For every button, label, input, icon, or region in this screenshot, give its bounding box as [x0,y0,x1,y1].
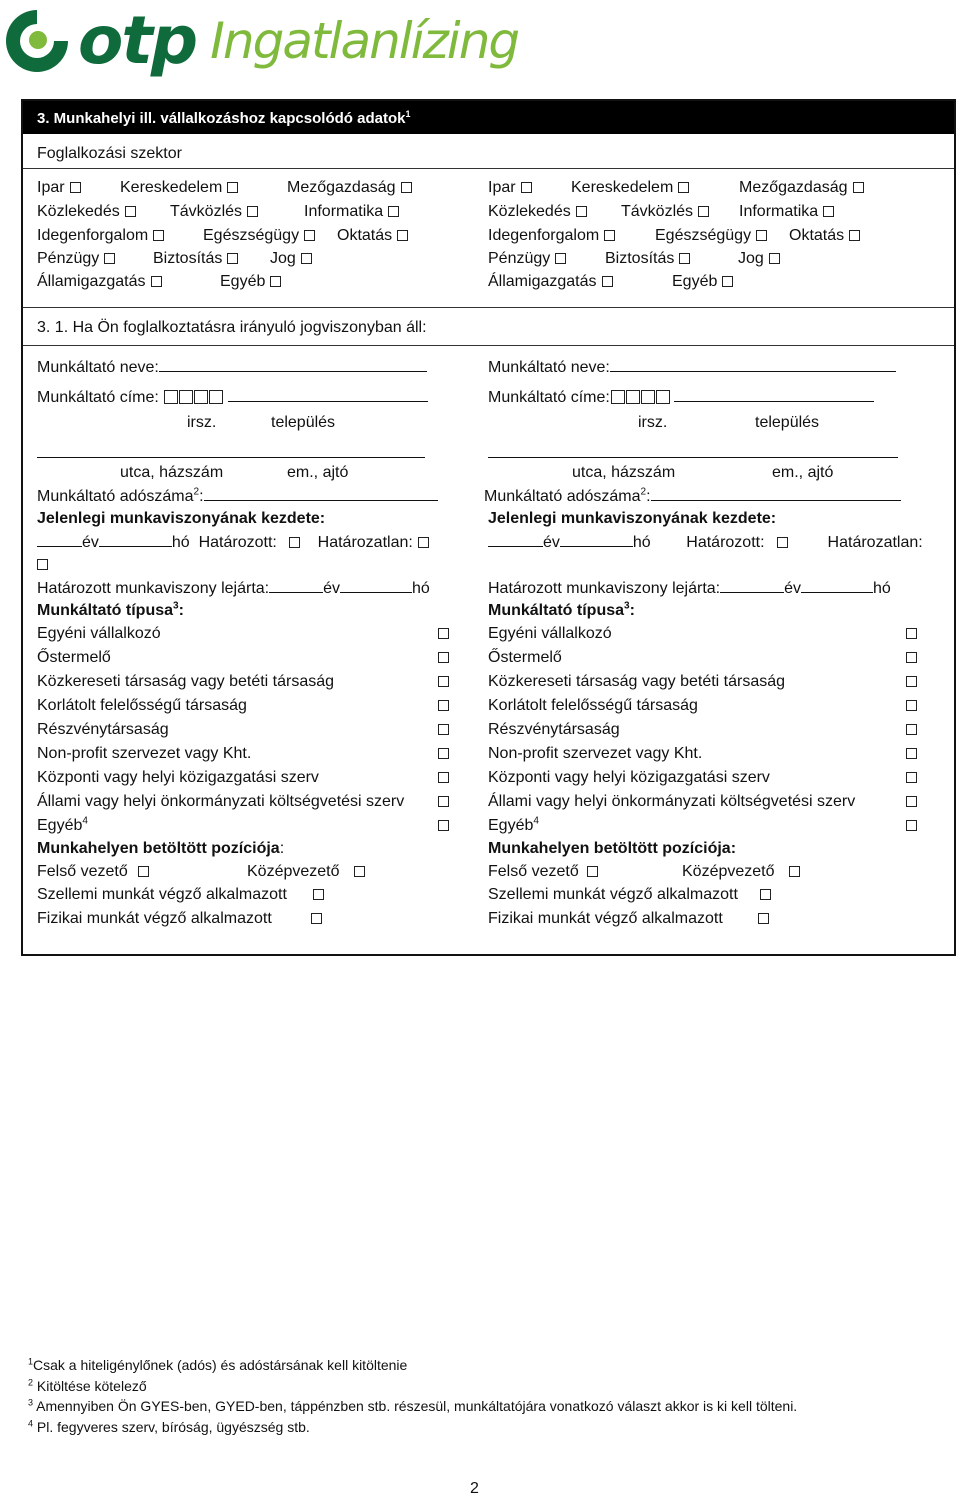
sector-allamigazgatas-right[interactable]: Államigazgatás [488,272,613,292]
sector-informatika-right[interactable]: Informatika [739,202,834,222]
type-row: Közkereseti társaság vagy betéti társaság [37,673,335,690]
employer-type-label-left: Munkáltató típusa$^3$: [37,600,184,619]
checkbox-icon[interactable] [125,206,136,217]
position-label-left: Munkahelyen betöltött pozíciója: [37,840,285,857]
checkbox-icon[interactable] [756,230,767,241]
position-physical-left[interactable]: Fizikai munkát végző alkalmazott [37,909,322,929]
checkbox-icon[interactable] [906,820,917,831]
checkbox-icon[interactable] [438,628,449,639]
checkbox-icon[interactable] [313,889,324,900]
checkbox-icon[interactable] [247,206,258,217]
checkbox-icon[interactable] [906,652,917,663]
checkbox-icon[interactable] [438,700,449,711]
divider [23,168,954,169]
type-row: Őstermelő [488,649,562,666]
checkbox-icon[interactable] [769,253,780,264]
start-label-left: Jelenlegi munkaviszonyának kezdete: [37,510,326,527]
checkbox-icon[interactable] [906,676,917,687]
type-row: Állami vagy helyi önkormányzati költségvetési szerv [488,793,856,810]
employer-tax-right[interactable]: Munkáltató adószáma$^2$: [484,486,901,507]
logo-product: Ingatlanlízing [210,12,519,70]
position-mental-left[interactable]: Szellemi munkát végző alkalmazott [37,885,324,905]
street-label: utca, házszám [120,464,224,481]
logo-brand: otp [78,2,197,79]
section-title: 3. Munkahelyi ill. vállalkozáshoz kapcsolódó adatok [37,110,406,127]
type-checkbox[interactable] [433,696,449,716]
indefinite-overflow-checkbox[interactable] [37,555,48,575]
type-checkbox[interactable] [433,816,449,836]
page-number: 2 [470,1480,479,1497]
position-middle-right[interactable]: Középvezető [682,862,800,882]
type-row: Korlátolt felelősségű társaság [488,697,698,714]
employer-name-right[interactable]: Munkáltató neve: [488,357,896,378]
position-top-left[interactable]: Felső vezető [37,862,149,882]
employer-address-right[interactable]: Munkáltató címe: [488,387,874,408]
start-date-right[interactable]: év hó Határozott: Határozatlan: [488,532,923,553]
sector-biztositas-right[interactable]: Biztosítás [605,249,690,269]
sector-oktatas-left[interactable]: Oktatás [337,226,408,246]
zip-digit-box[interactable] [209,390,223,404]
position-top-right[interactable]: Felső vezető [488,862,598,882]
position-label-right: Munkahelyen betöltött pozíciója: [488,840,737,857]
sector-egyeb-left[interactable]: Egyéb [220,272,281,292]
footnote-3: $^3$ Amennyiben Ön GYES-ben, GYED-ben, táppénzben stb. részesül, munkáltatójára vonatkozó választ akkor is ki kell tölteni. [28,1397,798,1414]
position-physical-right[interactable]: Fizikai munkát végző alkalmazott [488,909,769,929]
sector-kozlekedes-left[interactable]: Közlekedés [37,202,136,222]
telepules-label: település [755,414,820,431]
position-mental-right[interactable]: Szellemi munkát végző alkalmazott [488,885,771,905]
checkbox-icon[interactable] [438,772,449,783]
sector-egeszsegugy-left[interactable]: Egészségügy [203,226,315,246]
type-checkbox[interactable] [433,768,449,788]
sector-penzugy-left[interactable]: Pénzügy [37,249,115,269]
checkbox-icon[interactable] [227,253,238,264]
city-input[interactable] [674,387,874,402]
sector-kereskedelem-right[interactable]: Kereskedelem [571,178,689,198]
checkbox-icon[interactable] [438,724,449,735]
position-middle-left[interactable]: Középvezető [247,862,365,882]
workplace-form [21,99,956,956]
sector-biztositas-left[interactable]: Biztosítás [153,249,238,269]
type-checkbox[interactable] [901,720,917,740]
type-row: Közkereseti társaság vagy betéti társaság [488,673,786,690]
type-row-other: Egyéb$^4$ [488,815,539,834]
type-checkbox[interactable] [901,696,917,716]
checkbox-icon[interactable] [789,866,800,877]
checkbox-icon[interactable] [438,820,449,831]
type-checkbox[interactable] [901,624,917,644]
zip-digit-box[interactable] [164,390,178,404]
checkbox-icon[interactable] [438,796,449,807]
sector-tavkozles-left[interactable]: Távközlés [170,202,258,222]
type-row: Korlátolt felelősségű társaság [37,697,247,714]
type-checkbox[interactable] [433,720,449,740]
checkbox-icon[interactable] [823,206,834,217]
checkbox-icon[interactable] [438,676,449,687]
checkbox-icon[interactable] [849,230,860,241]
checkbox-icon[interactable] [698,206,709,217]
sector-mezogazdasag-left[interactable]: Mezőgazdaság [287,178,412,198]
sector-penzugy-right[interactable]: Pénzügy [488,249,566,269]
sector-jog-left[interactable]: Jog [270,249,312,269]
otp-logo-icon [2,6,72,76]
sector-idegenforgalom-left[interactable]: Idegenforgalom [37,226,164,246]
sector-jog-right[interactable]: Jog [738,249,780,269]
checkbox-icon[interactable] [418,537,429,548]
sector-informatika-left[interactable]: Informatika [304,202,399,222]
type-row: Non-profit szervezet vagy Kht. [37,745,252,762]
checkbox-icon[interactable] [679,253,690,264]
sector-kozlekedes-right[interactable]: Közlekedés [488,202,587,222]
city-input[interactable] [228,387,428,402]
door-label: em., ajtó [287,464,349,481]
zip-digit-box[interactable] [641,390,655,404]
zip-digit-box[interactable] [656,390,670,404]
type-row: Egyéni vállalkozó [488,625,612,642]
door-label: em., ajtó [772,464,834,481]
irsz-label: irsz. [638,414,668,431]
divider [23,345,954,346]
type-row: Részvénytársaság [37,721,169,738]
type-row: Központi vagy helyi közigazgatási szerv [488,769,770,786]
sector-allamigazgatas-left[interactable]: Államigazgatás [37,272,162,292]
type-row: Egyéni vállalkozó [37,625,161,642]
checkbox-icon[interactable] [760,889,771,900]
divider [23,307,954,308]
street-label: utca, házszám [572,464,676,481]
checkbox-icon[interactable] [138,866,149,877]
checkbox-icon[interactable] [354,866,365,877]
footnote-2: $^2$ Kitöltése kötelező [28,1377,147,1394]
start-date-left[interactable]: év hó Határozott: Határozatlan: [37,532,429,553]
street-input[interactable] [488,457,898,458]
employer-tax-left[interactable]: Munkáltató adószáma$^2$: [37,486,438,507]
checkbox-icon[interactable] [397,230,408,241]
type-checkbox[interactable] [433,648,449,668]
checkbox-icon[interactable] [401,182,412,193]
type-checkbox[interactable] [901,672,917,692]
type-checkbox[interactable] [433,672,449,692]
sector-ipar-right[interactable]: Ipar [488,178,532,198]
checkbox-icon[interactable] [227,182,238,193]
checkbox-icon[interactable] [906,724,917,735]
checkbox-icon[interactable] [304,230,315,241]
sector-oktatas-right[interactable]: Oktatás [789,226,860,246]
checkbox-icon[interactable] [270,276,281,287]
checkbox-icon[interactable] [906,628,917,639]
checkbox-icon[interactable] [758,913,769,924]
sector-kereskedelem-left[interactable]: Kereskedelem [120,178,238,198]
checkbox-icon[interactable] [388,206,399,217]
type-checkbox[interactable] [901,648,917,668]
type-checkbox[interactable] [901,768,917,788]
zip-digit-box[interactable] [194,390,208,404]
checkbox-icon[interactable] [37,559,48,570]
sector-egeszsegugy-right[interactable]: Egészségügy [655,226,767,246]
sector-egyeb-right[interactable]: Egyéb [672,272,733,292]
checkbox-icon[interactable] [438,652,449,663]
checkbox-icon[interactable] [555,253,566,264]
logo [2,2,518,80]
employer-type-label-right: Munkáltató típusa$^3$: [488,600,635,619]
type-row: Állami vagy helyi önkormányzati költségvetési szerv [37,793,405,810]
checkbox-icon[interactable] [604,230,615,241]
irsz-label: irsz. [187,414,217,431]
checkbox-icon[interactable] [853,182,864,193]
expiry-left[interactable]: Határozott munkaviszony lejárta: év hó [37,580,430,597]
expiry-right[interactable]: Határozott munkaviszony lejárta: év hó [488,580,891,597]
sub-section-title: 3. 1. Ha Ön foglalkoztatásra irányuló jogviszonyban áll: [37,319,427,336]
section-title-footnote: 1 [405,109,411,119]
checkbox-icon[interactable] [906,700,917,711]
type-checkbox[interactable] [433,792,449,812]
sector-label: Foglalkozási szektor [37,145,182,162]
checkbox-icon[interactable] [906,796,917,807]
street-input[interactable] [37,457,425,458]
checkbox-icon[interactable] [70,182,81,193]
type-row: Non-profit szervezet vagy Kht. [488,745,703,762]
zip-digit-box[interactable] [626,390,640,404]
employer-name-left[interactable]: Munkáltató neve: [37,357,427,378]
type-row: Őstermelő [37,649,111,666]
employer-name-input[interactable] [610,357,896,372]
type-row-other: Egyéb$^4$ [37,815,88,834]
telepules-label: település [271,414,336,431]
checkbox-icon[interactable] [301,253,312,264]
checkbox-icon[interactable] [289,537,300,548]
sector-mezogazdasag-right[interactable]: Mezőgazdaság [739,178,864,198]
checkbox-icon[interactable] [906,748,917,759]
type-checkbox[interactable] [433,624,449,644]
checkbox-icon[interactable] [311,913,322,924]
footnote-1: $^1$Csak a hiteligénylőnek (adós) és adóstársának kell kitöltenie [28,1356,408,1373]
checkbox-icon[interactable] [438,748,449,759]
checkbox-icon[interactable] [777,537,788,548]
checkbox-icon[interactable] [151,276,162,287]
checkbox-icon[interactable] [153,230,164,241]
checkbox-icon[interactable] [104,253,115,264]
type-row: Központi vagy helyi közigazgatási szerv [37,769,319,786]
checkbox-icon[interactable] [576,206,587,217]
section-header [23,101,954,134]
checkbox-icon[interactable] [587,866,598,877]
type-row: Részvénytársaság [488,721,620,738]
checkbox-icon[interactable] [906,772,917,783]
sector-idegenforgalom-right[interactable]: Idegenforgalom [488,226,615,246]
start-label-right: Jelenlegi munkaviszonyának kezdete: [488,510,777,527]
sector-tavkozles-right[interactable]: Távközlés [621,202,709,222]
zip-digit-box[interactable] [611,390,625,404]
checkbox-icon[interactable] [521,182,532,193]
type-checkbox[interactable] [901,792,917,812]
employer-address-left[interactable]: Munkáltató címe: [37,387,428,408]
sector-ipar-left[interactable]: Ipar [37,178,81,198]
checkbox-icon[interactable] [678,182,689,193]
employer-name-input[interactable] [159,357,427,372]
tax-input[interactable] [204,486,438,501]
type-checkbox[interactable] [433,744,449,764]
zip-digit-box[interactable] [179,390,193,404]
footnote-4: $^4$ Pl. fegyveres szerv, bíróság, ügyészség stb. [28,1418,310,1435]
type-checkbox[interactable] [901,816,917,836]
type-checkbox[interactable] [901,744,917,764]
tax-input[interactable] [651,486,901,501]
checkbox-icon[interactable] [602,276,613,287]
checkbox-icon[interactable] [722,276,733,287]
